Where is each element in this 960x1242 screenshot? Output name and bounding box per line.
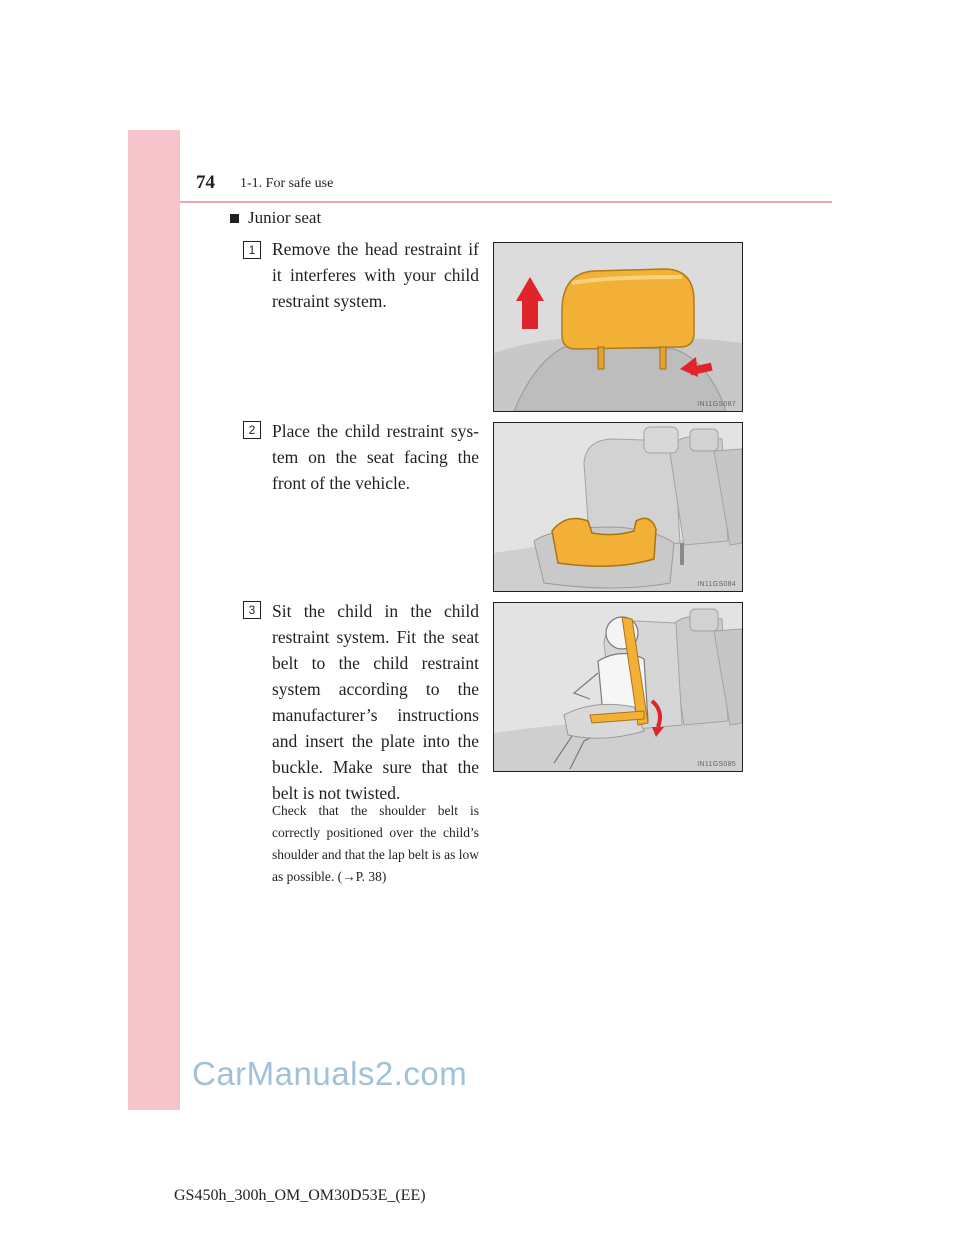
section-title: 1-1. For safe use — [240, 176, 334, 191]
figure-code: IN11GS085 — [697, 761, 736, 768]
step-2-text: Place the child restraint sys-tem on the seat facing the front of the vehicle. — [272, 421, 479, 493]
step-1-text: Remove the head restraint if it interferes with your child restraint system. — [272, 239, 479, 311]
figure-code: IN11GS084 — [697, 581, 736, 588]
side-band — [128, 130, 180, 1110]
footer-code: GS450h_300h_OM_OM30D53E_(EE) — [174, 1187, 426, 1204]
square-bullet-icon — [230, 214, 239, 223]
subheading-text: Junior seat — [248, 208, 322, 227]
step-number-1: 1 — [243, 241, 261, 259]
note-text: Check that the shoulder belt is correctly positioned over the child’s shoulder and that the lap belt is as low as possible. (→P. 38) — [272, 803, 479, 884]
page-number: 74 — [196, 172, 215, 193]
figure-seat-placement — [493, 422, 743, 592]
step-3-text: Sit the child in the child restraint system. Fit the seat belt to the child restraint system according to the manufacturer’s instructions and insert the plate into the buckle. Make sure that the belt is not twisted. — [272, 601, 479, 803]
subheading — [230, 208, 321, 228]
header-rule — [180, 201, 832, 203]
watermark: CarManuals2.com — [192, 1055, 468, 1092]
step-number-2: 2 — [243, 421, 261, 439]
figure-child-belted — [493, 602, 743, 772]
step-number-3: 3 — [243, 601, 261, 619]
figure-code: IN11GS087 — [697, 401, 736, 408]
figure-head-restraint-removal — [493, 242, 743, 412]
